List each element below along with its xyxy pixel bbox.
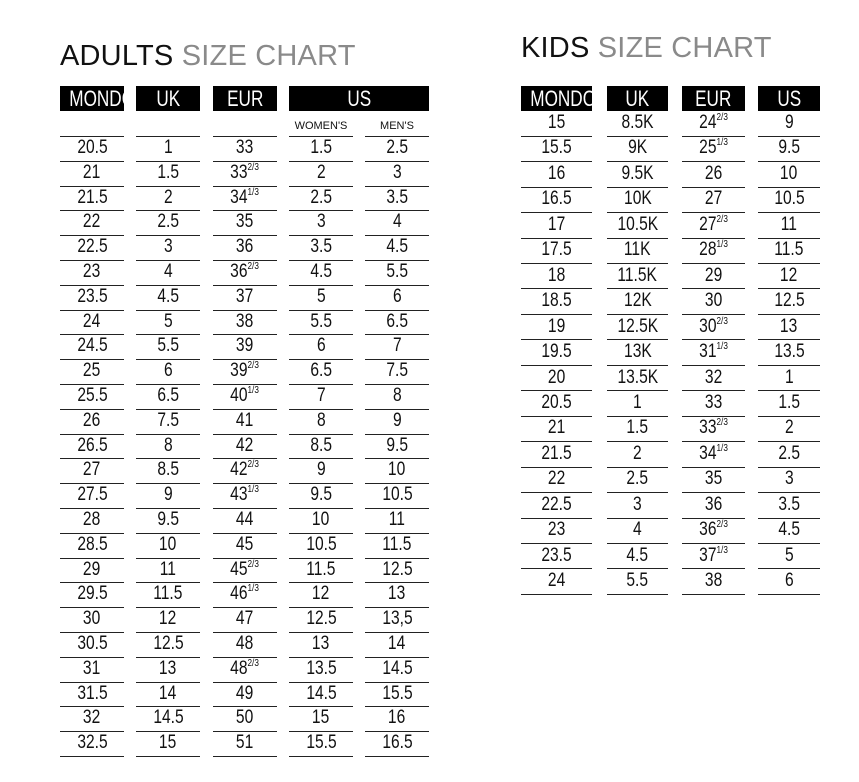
kids-cell-us: 13.5 bbox=[758, 341, 820, 366]
adults-cell-uk: 12.5 bbox=[136, 633, 200, 658]
adults-cell-us-men: 2.5 bbox=[365, 137, 429, 162]
adults-cell-eur: 51 bbox=[213, 732, 277, 757]
kids-cell-us: 1 bbox=[758, 367, 820, 392]
kids-cell-uk: 10K bbox=[607, 188, 668, 213]
adults-cell-mondo: 23.5 bbox=[60, 286, 124, 311]
kids-cell-uk: 11K bbox=[607, 239, 668, 264]
adults-cell-us-men: 12.5 bbox=[365, 559, 429, 584]
adults-cell-us-men: 11 bbox=[365, 509, 429, 534]
adults-cell-us-women: 15 bbox=[289, 707, 353, 732]
adults-cell-us-women: 2.5 bbox=[289, 187, 353, 212]
kids-cell-us: 2 bbox=[758, 417, 820, 442]
adults-cell-us-women: 8.5 bbox=[289, 435, 353, 460]
adults-cell-us-men: 15.5 bbox=[365, 683, 429, 708]
adults-header-eur: EUR bbox=[213, 86, 277, 111]
adults-cell-uk: 1 bbox=[136, 137, 200, 162]
kids-cell-us: 4.5 bbox=[758, 519, 820, 544]
kids-cell-eur: $28^{1/3}$ bbox=[682, 239, 745, 264]
kids-cell-mondo: 16.5 bbox=[521, 188, 592, 213]
adults-cell-uk: 10 bbox=[136, 534, 200, 559]
adults-cell-uk: 15 bbox=[136, 732, 200, 757]
kids-cell-uk: 4 bbox=[607, 519, 668, 544]
kids-cell-us: 13 bbox=[758, 316, 820, 341]
adults-cell-mondo: 31.5 bbox=[60, 683, 124, 708]
adults-cell-mondo: 28 bbox=[60, 509, 124, 534]
kids-header-eur: EUR bbox=[682, 86, 745, 111]
adults-cell-mondo: 32 bbox=[60, 707, 124, 732]
adults-cell-uk: 1.5 bbox=[136, 162, 200, 187]
adults-cell-uk: 9.5 bbox=[136, 509, 200, 534]
kids-cell-uk: 3 bbox=[607, 494, 668, 519]
adults-cell-eur: 33 bbox=[213, 137, 277, 162]
adults-cell-uk: 6.5 bbox=[136, 385, 200, 410]
kids-cell-mondo: 17.5 bbox=[521, 239, 592, 264]
adults-cell-us-men: 6 bbox=[365, 286, 429, 311]
adults-cell-eur: 45 bbox=[213, 534, 277, 559]
adults-cell-us-men: 5.5 bbox=[365, 261, 429, 286]
kids-cell-eur: $36^{2/3}$ bbox=[682, 519, 745, 544]
kids-cell-us: 2.5 bbox=[758, 443, 820, 468]
adults-cell-mondo: 20.5 bbox=[60, 137, 124, 162]
adults-cell-mondo: 27 bbox=[60, 459, 124, 484]
kids-cell-eur: 33 bbox=[682, 392, 745, 417]
adults-cell-eur: 38 bbox=[213, 311, 277, 336]
kids-cell-us: 11 bbox=[758, 214, 820, 239]
kids-cell-uk: 5.5 bbox=[607, 570, 668, 595]
adults-cell-eur: 49 bbox=[213, 683, 277, 708]
adults-cell-mondo: 24.5 bbox=[60, 335, 124, 360]
kids-cell-us: 3 bbox=[758, 468, 820, 493]
adults-cell-mondo: 31 bbox=[60, 658, 124, 683]
kids-cell-uk: 11.5K bbox=[607, 265, 668, 290]
kids-cell-mondo: 23.5 bbox=[521, 545, 592, 570]
adults-cell-eur: 41 bbox=[213, 410, 277, 435]
adults-cell-us-women: 9 bbox=[289, 459, 353, 484]
kids-cell-eur: $34^{1/3}$ bbox=[682, 443, 745, 468]
kids-cell-uk: 9K bbox=[607, 137, 668, 162]
adults-cell-uk: 14.5 bbox=[136, 707, 200, 732]
kids-cell-mondo: 23 bbox=[521, 519, 592, 544]
adults-cell-uk: 3 bbox=[136, 236, 200, 261]
kids-cell-uk: 2.5 bbox=[607, 468, 668, 493]
kids-cell-mondo: 15.5 bbox=[521, 137, 592, 162]
kids-cell-eur: 35 bbox=[682, 468, 745, 493]
adults-cell-eur: 36 bbox=[213, 236, 277, 261]
adults-cell-mondo: 29 bbox=[60, 559, 124, 584]
adults-header-uk: UK bbox=[136, 86, 200, 111]
kids-cell-us: 12.5 bbox=[758, 290, 820, 315]
kids-cell-mondo: 22 bbox=[521, 468, 592, 493]
adults-cell-uk: 12 bbox=[136, 608, 200, 633]
kids-cell-eur: 38 bbox=[682, 570, 745, 595]
kids-cell-uk: 9.5K bbox=[607, 163, 668, 188]
adults-header-us: US bbox=[289, 86, 429, 111]
adults-cell-mondo: 30 bbox=[60, 608, 124, 633]
kids-header-uk: UK bbox=[607, 86, 668, 111]
adults-cell-us-men: 16 bbox=[365, 707, 429, 732]
kids-cell-uk: 13.5K bbox=[607, 367, 668, 392]
adults-cell-us-women: 4.5 bbox=[289, 261, 353, 286]
adults-title bbox=[60, 40, 356, 73]
kids-cell-mondo: 18.5 bbox=[521, 290, 592, 315]
adults-cell-uk: 2 bbox=[136, 187, 200, 212]
adults-cell-eur: 37 bbox=[213, 286, 277, 311]
adults-cell-us-men: 3 bbox=[365, 162, 429, 187]
adults-cell-us-women: 13.5 bbox=[289, 658, 353, 683]
kids-cell-mondo: 22.5 bbox=[521, 494, 592, 519]
adults-cell-us-men: 4 bbox=[365, 211, 429, 236]
adults-cell-eur: 50 bbox=[213, 707, 277, 732]
kids-cell-mondo: 21 bbox=[521, 417, 592, 442]
adults-cell-us-men: 3.5 bbox=[365, 187, 429, 212]
adults-cell-eur: $43^{1/3}$ bbox=[213, 484, 277, 509]
adults-cell-us-women: 3 bbox=[289, 211, 353, 236]
kids-cell-us: 10.5 bbox=[758, 188, 820, 213]
adults-cell-us-men: 14.5 bbox=[365, 658, 429, 683]
adults-cell-eur: 47 bbox=[213, 608, 277, 633]
kids-cell-uk: 1 bbox=[607, 392, 668, 417]
kids-cell-us: 1.5 bbox=[758, 392, 820, 417]
adults-cell-mondo: 24 bbox=[60, 311, 124, 336]
adults-cell-us-women: 13 bbox=[289, 633, 353, 658]
adults-cell-uk: 2.5 bbox=[136, 211, 200, 236]
kids-cell-us: 3.5 bbox=[758, 494, 820, 519]
adults-cell-mondo: 26 bbox=[60, 410, 124, 435]
adults-cell-mondo: 22.5 bbox=[60, 236, 124, 261]
adults-cell-us-women: 10 bbox=[289, 509, 353, 534]
adults-cell-us-men: 10 bbox=[365, 459, 429, 484]
adults-cell-uk: 9 bbox=[136, 484, 200, 509]
adults-cell-us-men: 9.5 bbox=[365, 435, 429, 460]
adults-cell-eur: $48^{2/3}$ bbox=[213, 658, 277, 683]
kids-cell-us: 11.5 bbox=[758, 239, 820, 264]
adults-sub-men: MEN'S bbox=[380, 120, 414, 132]
kids-cell-eur: $31^{1/3}$ bbox=[682, 341, 745, 366]
kids-cell-mondo: 19.5 bbox=[521, 341, 592, 366]
adults-cell-eur: $34^{1/3}$ bbox=[213, 187, 277, 212]
kids-cell-eur: 30 bbox=[682, 290, 745, 315]
kids-cell-us: 6 bbox=[758, 570, 820, 595]
kids-cell-uk: 13K bbox=[607, 341, 668, 366]
kids-cell-uk: 4.5 bbox=[607, 545, 668, 570]
kids-cell-eur: $30^{2/3}$ bbox=[682, 316, 745, 341]
kids-cell-eur: $37^{1/3}$ bbox=[682, 545, 745, 570]
adults-cell-uk: 13 bbox=[136, 658, 200, 683]
adults-cell-eur: $45^{2/3}$ bbox=[213, 559, 277, 584]
adults-cell-uk: 5.5 bbox=[136, 335, 200, 360]
adults-cell-mondo: 25.5 bbox=[60, 385, 124, 410]
adults-cell-us-men: 8 bbox=[365, 385, 429, 410]
adults-cell-us-men: 10.5 bbox=[365, 484, 429, 509]
adults-cell-us-women: 15.5 bbox=[289, 732, 353, 757]
adults-cell-us-men: 14 bbox=[365, 633, 429, 658]
kids-cell-mondo: 15 bbox=[521, 112, 592, 137]
kids-cell-mondo: 18 bbox=[521, 265, 592, 290]
adults-cell-mondo: 22 bbox=[60, 211, 124, 236]
adults-cell-us-women: 12.5 bbox=[289, 608, 353, 633]
kids-cell-eur: 29 bbox=[682, 265, 745, 290]
adults-cell-eur: 39 bbox=[213, 335, 277, 360]
kids-cell-eur: 26 bbox=[682, 163, 745, 188]
kids-title bbox=[521, 32, 772, 65]
adults-cell-us-women: 6.5 bbox=[289, 360, 353, 385]
kids-cell-us: 5 bbox=[758, 545, 820, 570]
kids-cell-eur: $24^{2/3}$ bbox=[682, 112, 745, 137]
kids-header-us: US bbox=[758, 86, 820, 111]
adults-cell-us-women: 12 bbox=[289, 583, 353, 608]
adults-cell-mondo: 32.5 bbox=[60, 732, 124, 757]
adults-cell-eur: $33^{2/3}$ bbox=[213, 162, 277, 187]
adults-cell-uk: 11.5 bbox=[136, 583, 200, 608]
adults-cell-us-men: 4.5 bbox=[365, 236, 429, 261]
adults-cell-eur: 48 bbox=[213, 633, 277, 658]
kids-cell-us: 12 bbox=[758, 265, 820, 290]
adults-cell-uk: 4 bbox=[136, 261, 200, 286]
adults-cell-mondo: 26.5 bbox=[60, 435, 124, 460]
adults-cell-us-women: 11.5 bbox=[289, 559, 353, 584]
adults-cell-us-women: 10.5 bbox=[289, 534, 353, 559]
adults-cell-us-women: 3.5 bbox=[289, 236, 353, 261]
kids-cell-mondo: 16 bbox=[521, 163, 592, 188]
adults-header-mondo: MONDO bbox=[60, 86, 124, 111]
adults-cell-us-men: 9 bbox=[365, 410, 429, 435]
kids-cell-uk: 8.5K bbox=[607, 112, 668, 137]
adults-cell-us-women: 9.5 bbox=[289, 484, 353, 509]
adults-cell-us-women: 6 bbox=[289, 335, 353, 360]
kids-cell-uk: 2 bbox=[607, 443, 668, 468]
kids-cell-eur: 27 bbox=[682, 188, 745, 213]
adults-cell-mondo: 27.5 bbox=[60, 484, 124, 509]
kids-cell-eur: $27^{2/3}$ bbox=[682, 214, 745, 239]
adults-cell-eur: $39^{2/3}$ bbox=[213, 360, 277, 385]
kids-title-light: SIZE CHART bbox=[597, 32, 772, 64]
adults-cell-mondo: 29.5 bbox=[60, 583, 124, 608]
adults-cell-us-women: 14.5 bbox=[289, 683, 353, 708]
kids-cell-mondo: 17 bbox=[521, 214, 592, 239]
adults-cell-us-women: 7 bbox=[289, 385, 353, 410]
adults-cell-eur: $36^{2/3}$ bbox=[213, 261, 277, 286]
adults-cell-mondo: 30.5 bbox=[60, 633, 124, 658]
adults-cell-uk: 11 bbox=[136, 559, 200, 584]
adults-cell-uk: 7.5 bbox=[136, 410, 200, 435]
adults-cell-eur: 42 bbox=[213, 435, 277, 460]
adults-cell-eur: $40^{1/3}$ bbox=[213, 385, 277, 410]
kids-cell-us: 10 bbox=[758, 163, 820, 188]
adults-title-light: SIZE CHART bbox=[181, 40, 356, 72]
kids-cell-uk: 12K bbox=[607, 290, 668, 315]
adults-cell-us-women: 5.5 bbox=[289, 311, 353, 336]
kids-cell-mondo: 20 bbox=[521, 367, 592, 392]
adults-cell-eur: $42^{2/3}$ bbox=[213, 459, 277, 484]
adults-cell-mondo: 23 bbox=[60, 261, 124, 286]
kids-cell-mondo: 20.5 bbox=[521, 392, 592, 417]
adults-sub-women: WOMEN'S bbox=[294, 120, 348, 132]
adults-cell-uk: 4.5 bbox=[136, 286, 200, 311]
adults-cell-uk: 6 bbox=[136, 360, 200, 385]
adults-cell-us-men: 13 bbox=[365, 583, 429, 608]
kids-cell-mondo: 21.5 bbox=[521, 443, 592, 468]
kids-cell-mondo: 19 bbox=[521, 316, 592, 341]
kids-title-bold: KIDS bbox=[521, 32, 590, 64]
adults-cell-us-men: 13,5 bbox=[365, 608, 429, 633]
adults-cell-us-women: 1.5 bbox=[289, 137, 353, 162]
kids-cell-eur: $25^{1/3}$ bbox=[682, 137, 745, 162]
adults-cell-us-men: 7 bbox=[365, 335, 429, 360]
adults-cell-eur: 44 bbox=[213, 509, 277, 534]
kids-cell-uk: 1.5 bbox=[607, 417, 668, 442]
kids-cell-us: 9 bbox=[758, 112, 820, 137]
kids-header-mondo: MONDO bbox=[521, 86, 592, 111]
adults-cell-uk: 5 bbox=[136, 311, 200, 336]
kids-cell-us: 9.5 bbox=[758, 137, 820, 162]
adults-cell-us-men: 6.5 bbox=[365, 311, 429, 336]
adults-cell-uk: 8 bbox=[136, 435, 200, 460]
adults-cell-mondo: 25 bbox=[60, 360, 124, 385]
kids-cell-uk: 10.5K bbox=[607, 214, 668, 239]
adults-cell-eur: $46^{1/3}$ bbox=[213, 583, 277, 608]
kids-cell-eur: 32 bbox=[682, 367, 745, 392]
adults-cell-mondo: 21.5 bbox=[60, 187, 124, 212]
adults-cell-eur: 35 bbox=[213, 211, 277, 236]
adults-title-bold: ADULTS bbox=[60, 40, 174, 72]
adults-cell-us-men: 11.5 bbox=[365, 534, 429, 559]
adults-cell-us-women: 5 bbox=[289, 286, 353, 311]
kids-cell-uk: 12.5K bbox=[607, 316, 668, 341]
adults-cell-us-men: 7.5 bbox=[365, 360, 429, 385]
adults-cell-mondo: 28.5 bbox=[60, 534, 124, 559]
adults-cell-mondo: 21 bbox=[60, 162, 124, 187]
kids-cell-eur: 36 bbox=[682, 494, 745, 519]
adults-cell-us-women: 8 bbox=[289, 410, 353, 435]
adults-cell-uk: 8.5 bbox=[136, 459, 200, 484]
kids-cell-eur: $33^{2/3}$ bbox=[682, 417, 745, 442]
kids-cell-mondo: 24 bbox=[521, 570, 592, 595]
adults-cell-us-women: 2 bbox=[289, 162, 353, 187]
adults-cell-us-men: 16.5 bbox=[365, 732, 429, 757]
adults-cell-uk: 14 bbox=[136, 683, 200, 708]
